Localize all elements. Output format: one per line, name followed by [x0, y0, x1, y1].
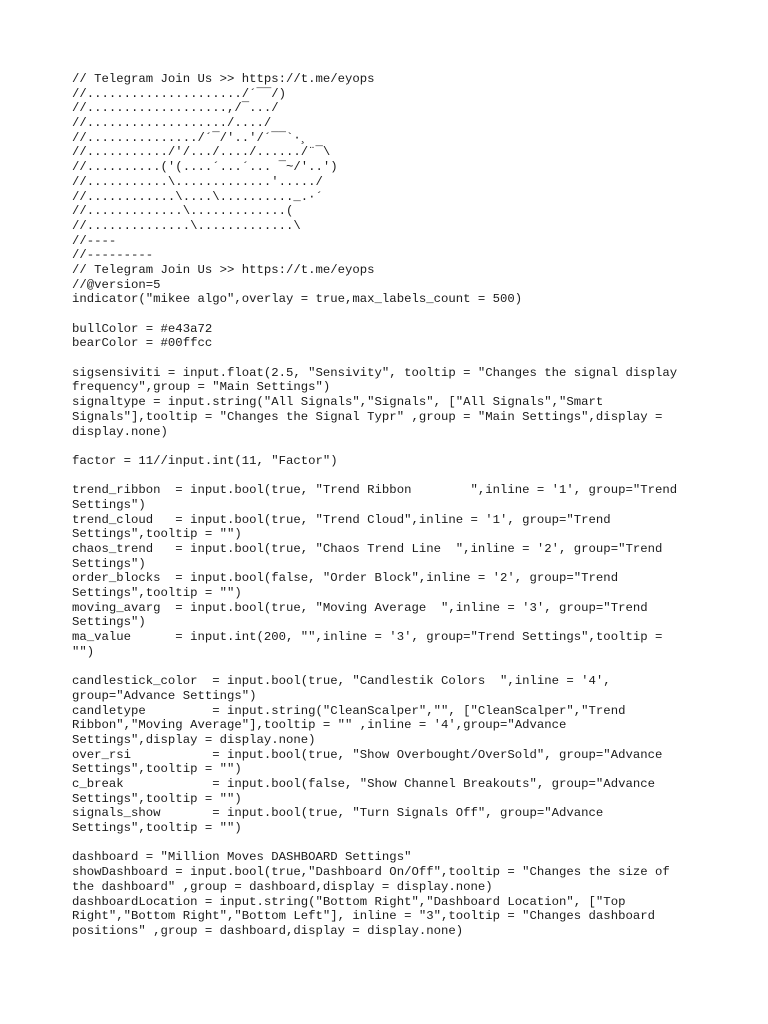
code-line: factor = 11//input.int(11, "Factor"): [72, 453, 338, 468]
code-line: //.................../..../: [72, 116, 272, 131]
code-line: indicator("mikee algo",overlay = true,max_labels_count = 500): [72, 292, 523, 307]
code-line: //..............\.............\: [72, 218, 301, 233]
code-line: Settings"): [72, 497, 146, 512]
code-line: [72, 836, 712, 851]
code-line: Settings",tooltip = ""): [72, 821, 242, 836]
code-line: signals_show = input.bool(true, "Turn Signals Off", group="Advance: [72, 806, 604, 821]
code-line: // Telegram Join Us >> https://t.me/eyops: [72, 262, 375, 277]
code-line: Signals"],tooltip = "Changes the Signal Typr" ,group = "Main Settings",display =: [72, 409, 663, 424]
code-line: [72, 351, 712, 366]
code-line: //.............../´¯/'..'/´¯¯`·¸: [72, 130, 309, 145]
code-line: //...................../´¯¯/): [72, 86, 287, 101]
code-line: chaos_trend = input.bool(true, "Chaos Trend Line ",inline = '2', group="Trend: [72, 542, 663, 556]
code-line: Settings",tooltip = ""): [72, 762, 242, 777]
code-line: trend_ribbon = input.bool(true, "Trend Ribbon ",inline = '1', group="Trend: [72, 483, 678, 498]
code-line: //---------: [72, 248, 154, 263]
code-line: Settings",tooltip = ""): [72, 791, 242, 806]
code-line: the dashboard" ,group = dashboard,display = display.none): [72, 879, 493, 894]
code-line: [72, 307, 712, 322]
code-line: [72, 439, 712, 454]
code-line: moving_avarg = input.bool(true, "Moving Average ",inline = '3', group="Trend: [72, 600, 648, 615]
code-line: //...................,/¯.../: [72, 101, 279, 116]
code-line: Ribbon","Moving Average"],tooltip = "" ,inline = '4',group="Advance: [72, 718, 567, 733]
code-line: dashboard = "Million Moves DASHBOARD Settings": [72, 850, 412, 865]
code-line: display.none): [72, 424, 168, 439]
code-line: Settings",tooltip = ""): [72, 586, 242, 601]
code-line: group="Advance Settings"): [72, 688, 257, 703]
code-line: signaltype = input.string("All Signals","Signals", ["All Signals","Smart: [72, 395, 604, 410]
code-line: //.........../'/.../..../....../¨¯\: [72, 145, 331, 160]
code-line: candlestick_color = input.bool(true, "Candlestik Colors ",inline = '4',: [72, 674, 611, 689]
code-line: //.............\.............(: [72, 204, 294, 219]
code-listing: [72, 72, 712, 939]
code-line: ""): [72, 644, 95, 659]
code-line: bearColor = #00ffcc: [72, 336, 213, 351]
code-line: Right","Bottom Right","Bottom Left"], inline = "3",tooltip = "Changes dashboard: [72, 909, 655, 924]
code-line: sigsensiviti = input.float(2.5, "Sensivity", tooltip = "Changes the signal display: [72, 365, 678, 380]
code-line: //...........\.............'...../: [72, 174, 323, 189]
code-line: dashboardLocation = input.string("Bottom Right","Dashboard Location", ["Top: [72, 894, 626, 909]
code-line: //..........('(....´...´... ¯~/'..'): [72, 160, 338, 175]
code-line: order_blocks = input.bool(false, "Order Block",inline = '2', group="Trend: [72, 571, 619, 586]
code-line: ma_value = input.int(200, "",inline = '3', group="Trend Settings",tooltip =: [72, 630, 663, 645]
code-line: candletype = input.string("CleanScalper","", ["CleanScalper","Trend: [72, 703, 626, 718]
code-line: Settings",display = display.none): [72, 732, 316, 747]
code-line: positions" ,group = dashboard,display = display.none): [72, 923, 464, 938]
code-line: Settings"): [72, 556, 146, 571]
code-line: trend_cloud = input.bool(true, "Trend Cloud",inline = '1', group="Trend: [72, 512, 611, 527]
code-line: showDashboard = input.bool(true,"Dashboard On/Off",tooltip = "Changes the size of: [72, 865, 670, 880]
code-line: [72, 469, 712, 484]
code-line: Settings"): [72, 615, 146, 630]
code-line: // Telegram Join Us >> https://t.me/eyops: [72, 72, 375, 86]
code-line: //............\....\.........._.·´: [72, 189, 323, 204]
code-line: //----: [72, 233, 117, 248]
code-line: Settings",tooltip = ""): [72, 527, 242, 542]
code-line: frequency",group = "Main Settings"): [72, 380, 331, 395]
code-line: bullColor = #e43a72: [72, 321, 213, 336]
code-line: //@version=5: [72, 277, 161, 292]
code-line: c_break = input.bool(false, "Show Channel Breakouts", group="Advance: [72, 777, 655, 791]
code-line: [72, 660, 712, 675]
code-line: over_rsi = input.bool(true, "Show Overbought/OverSold", group="Advance: [72, 747, 663, 762]
